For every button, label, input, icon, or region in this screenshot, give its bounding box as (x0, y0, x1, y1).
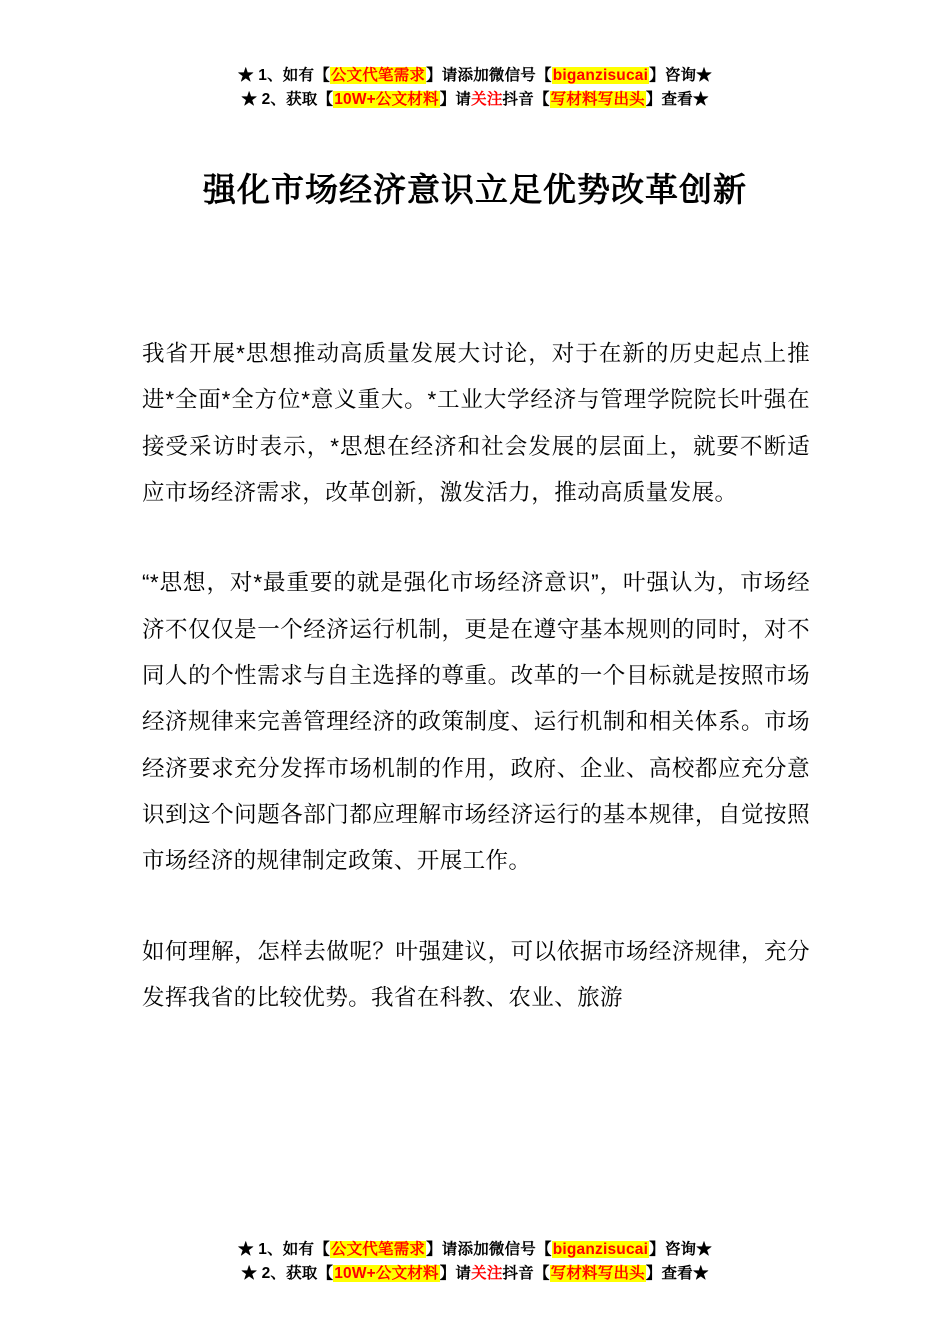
paragraph-2: “*思想，对*最重要的就是强化市场经济意识”，叶强认为，市场经济不仅仅是一个经济运行机制，更是在遵守基本规则的同时，对不同人的个性需求与自主选择的尊重。改革的一个目标就是按照市场经济规律来完善管理经济的政策制度、运行机制和相关体系。市场经济要求充分发挥市场机制的作用，政府、企业、高校都应充分意识到这个问题各部门都应理解市场经济运行的基本规律，自觉按照市场经济的规律制定政策、开展工作。 (142, 570, 810, 874)
paragraph-1: 我省开展*思想推动高质量发展大讨论，对于在新的历史起点上推进*全面*全方位*意义重大。*工业大学经济与管理学院院长叶强在接受采访时表示，*思想在经济和社会发展的层面上，就要不断适应市场经济需求，改革创新，激发活力，推动高质量发展。 (142, 341, 810, 506)
star-right-icon: ★ (696, 67, 712, 84)
document-body (0, 331, 950, 1021)
promo-bottom-line2-bracket-open: 【 (317, 1264, 334, 1282)
promo-bottom-line1-bracket-open: 【 (314, 1240, 330, 1258)
promo-bottom-line1-seg1: 1、如有 (258, 1240, 315, 1258)
star-right-icon-2: ★ (692, 91, 709, 109)
promo-bottom-line2-seg3: 查看 (661, 1264, 693, 1282)
star-right-icon-3: ★ (696, 1240, 712, 1258)
promo-bottom-line1-seg3: 咨询 (664, 1240, 697, 1258)
promo-top-line2-seg2b: 关注 (471, 91, 503, 109)
promo-top-line2-bracket2-close: 】 (645, 91, 662, 109)
page-title: 强化市场经济意识立足优势改革创新 (203, 171, 747, 209)
promo-banner-bottom (0, 1238, 950, 1286)
promo-top-line1-bracket-open: 【 (314, 67, 330, 84)
promo-top-line2-bracket-open: 【 (317, 91, 334, 109)
promo-top-line2-seg1: 2、获取 (261, 91, 318, 109)
promo-top-line1-bracket-close: 】 (426, 67, 442, 84)
star-left-icon-2: ★ (241, 91, 258, 109)
promo-bottom-line-1 (0, 1238, 950, 1262)
promo-top-line2-seg3: 查看 (661, 91, 693, 109)
promo-top-line2-seg2: 请 (455, 91, 472, 109)
promo-top-line1-seg3: 咨询 (664, 67, 697, 84)
promo-bottom-line1-bracket2-close: 】 (649, 1240, 665, 1258)
promo-bottom-line2-highlight1: 10W+公文材料 (334, 1264, 439, 1282)
promo-top-line1-seg2: 请添加微信号 (441, 67, 536, 84)
promo-bottom-line1-bracket2-open: 【 (536, 1240, 552, 1258)
promo-bottom-line1-wechat-id: biganzisucai (552, 1240, 649, 1258)
promo-top-line2-bracket-close: 】 (439, 91, 456, 109)
promo-top-line1-seg1: 1、如有 (258, 67, 315, 84)
promo-top-line-1 (0, 64, 950, 88)
promo-bottom-line2-douyin-name: 写材料写出头 (550, 1264, 645, 1282)
promo-top-line1-bracket2-close: 】 (649, 67, 665, 84)
promo-bottom-line2-seg2b: 关注 (471, 1264, 503, 1282)
promo-top-line2-seg2c: 抖音 (502, 91, 534, 109)
promo-bottom-line2-seg2: 请 (455, 1264, 472, 1282)
star-right-icon-4: ★ (692, 1264, 709, 1282)
star-left-icon-3: ★ (238, 1240, 254, 1258)
promo-top-line2-bracket2-open: 【 (533, 91, 550, 109)
star-left-icon: ★ (238, 67, 254, 84)
promo-top-line2-douyin-name: 写材料写出头 (550, 91, 645, 109)
promo-bottom-line2-bracket-close: 】 (439, 1264, 456, 1282)
promo-bottom-line-2 (0, 1262, 950, 1286)
promo-top-line2-highlight1: 10W+公文材料 (334, 91, 439, 109)
promo-top-line1-bracket2-open: 【 (536, 67, 552, 84)
star-left-icon-4: ★ (241, 1264, 258, 1282)
promo-bottom-line1-bracket-close: 】 (426, 1240, 442, 1258)
promo-top-line-2 (0, 88, 950, 112)
promo-bottom-line2-bracket2-open: 【 (533, 1264, 550, 1282)
promo-bottom-line2-seg2c: 抖音 (502, 1264, 534, 1282)
promo-top-line1-wechat-id: biganzisucai (552, 67, 649, 84)
promo-bottom-line2-bracket2-close: 】 (645, 1264, 662, 1282)
paragraph-3: 如何理解，怎样去做呢？叶强建议，可以依据市场经济规律，充分发挥我省的比较优势。我省在科教、农业、旅游 (142, 938, 810, 1011)
promo-bottom-line1-seg2: 请添加微信号 (441, 1240, 536, 1258)
promo-bottom-line2-seg1: 2、获取 (261, 1264, 318, 1282)
promo-bottom-line1-highlight1: 公文代笔需求 (330, 1240, 426, 1258)
promo-top-line1-highlight1: 公文代笔需求 (330, 67, 426, 84)
promo-banner-top (0, 0, 950, 112)
